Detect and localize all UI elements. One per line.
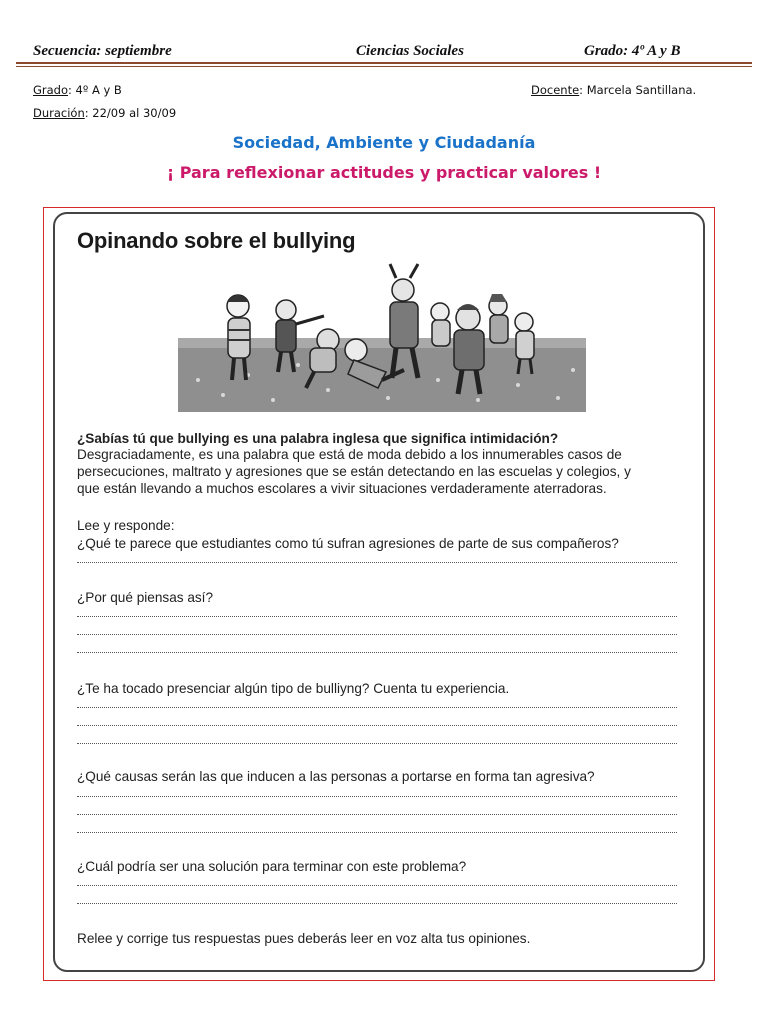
closing-instruction: Relee y corrige tus respuestas pues deberás leer en voz alta tus opiniones. xyxy=(77,931,531,946)
meta-grado xyxy=(33,83,122,97)
children-bullying-illustration xyxy=(178,260,586,412)
intro-question: ¿Sabías tú que bullying es una palabra inglesa que significa intimidación? xyxy=(77,431,559,446)
answer-line-1a[interactable] xyxy=(77,560,677,563)
question-1: ¿Qué te parece que estudiantes como tú sufran agresiones de parte de sus compañeros? xyxy=(77,536,619,551)
answer-line-2a[interactable] xyxy=(77,614,677,617)
meta-grado-value: : 4º A y B xyxy=(68,83,122,97)
header-grade: Grado: 4º A y B xyxy=(584,43,681,59)
header-subject: Ciencias Sociales xyxy=(356,43,464,59)
motto-title: ¡ Para reflexionar actitudes y practicar valores ! xyxy=(166,163,602,182)
answer-line-2c[interactable] xyxy=(77,650,677,653)
intro-line-2: persecuciones, maltrato y agresiones que se están detectando en las escuelas y colegios, y xyxy=(77,464,631,479)
question-3: ¿Te ha tocado presenciar algún tipo de bulliyng? Cuenta tu experiencia. xyxy=(77,681,510,696)
intro-line-1: Desgraciadamente, es una palabra que está de moda debido a los innumerables casos de xyxy=(77,447,622,462)
answer-line-3b[interactable] xyxy=(77,723,677,726)
meta-grado-label: Grado xyxy=(33,83,69,97)
answer-line-3a[interactable] xyxy=(77,705,677,708)
intro-line-3: que están llevando a muchos escolares a vivir situaciones verdaderamente aterradoras. xyxy=(77,481,607,496)
header-rule-thin xyxy=(16,66,752,67)
subject-title: Sociedad, Ambiente y Ciudadanía xyxy=(232,133,536,152)
meta-docente-value: : Marcela Santillana. xyxy=(579,83,697,97)
answer-line-5a[interactable] xyxy=(77,883,677,886)
answer-line-4a[interactable] xyxy=(77,794,677,797)
meta-duracion-label: Duración xyxy=(33,106,85,120)
meta-docente xyxy=(531,83,696,97)
question-5: ¿Cuál podría ser una solución para terminar con este problema? xyxy=(77,859,467,874)
meta-docente-label: Docente xyxy=(531,83,580,97)
meta-duracion-value: : 22/09 al 30/09 xyxy=(84,106,177,120)
question-4: ¿Qué causas serán las que inducen a las personas a portarse en forma tan agresiva? xyxy=(77,769,595,784)
card-title: Opinando sobre el bullying xyxy=(77,228,356,253)
instruction: Lee y responde: xyxy=(77,518,175,533)
question-2: ¿Por qué piensas así? xyxy=(77,590,214,605)
answer-line-4b[interactable] xyxy=(77,812,677,815)
header-sequence: Secuencia: septiembre xyxy=(33,43,172,59)
answer-line-5b[interactable] xyxy=(77,901,677,904)
answer-line-4c[interactable] xyxy=(77,830,677,833)
meta-duracion xyxy=(33,106,176,120)
header-rule xyxy=(16,62,752,64)
answer-line-2b[interactable] xyxy=(77,632,677,635)
answer-line-3c[interactable] xyxy=(77,741,677,744)
